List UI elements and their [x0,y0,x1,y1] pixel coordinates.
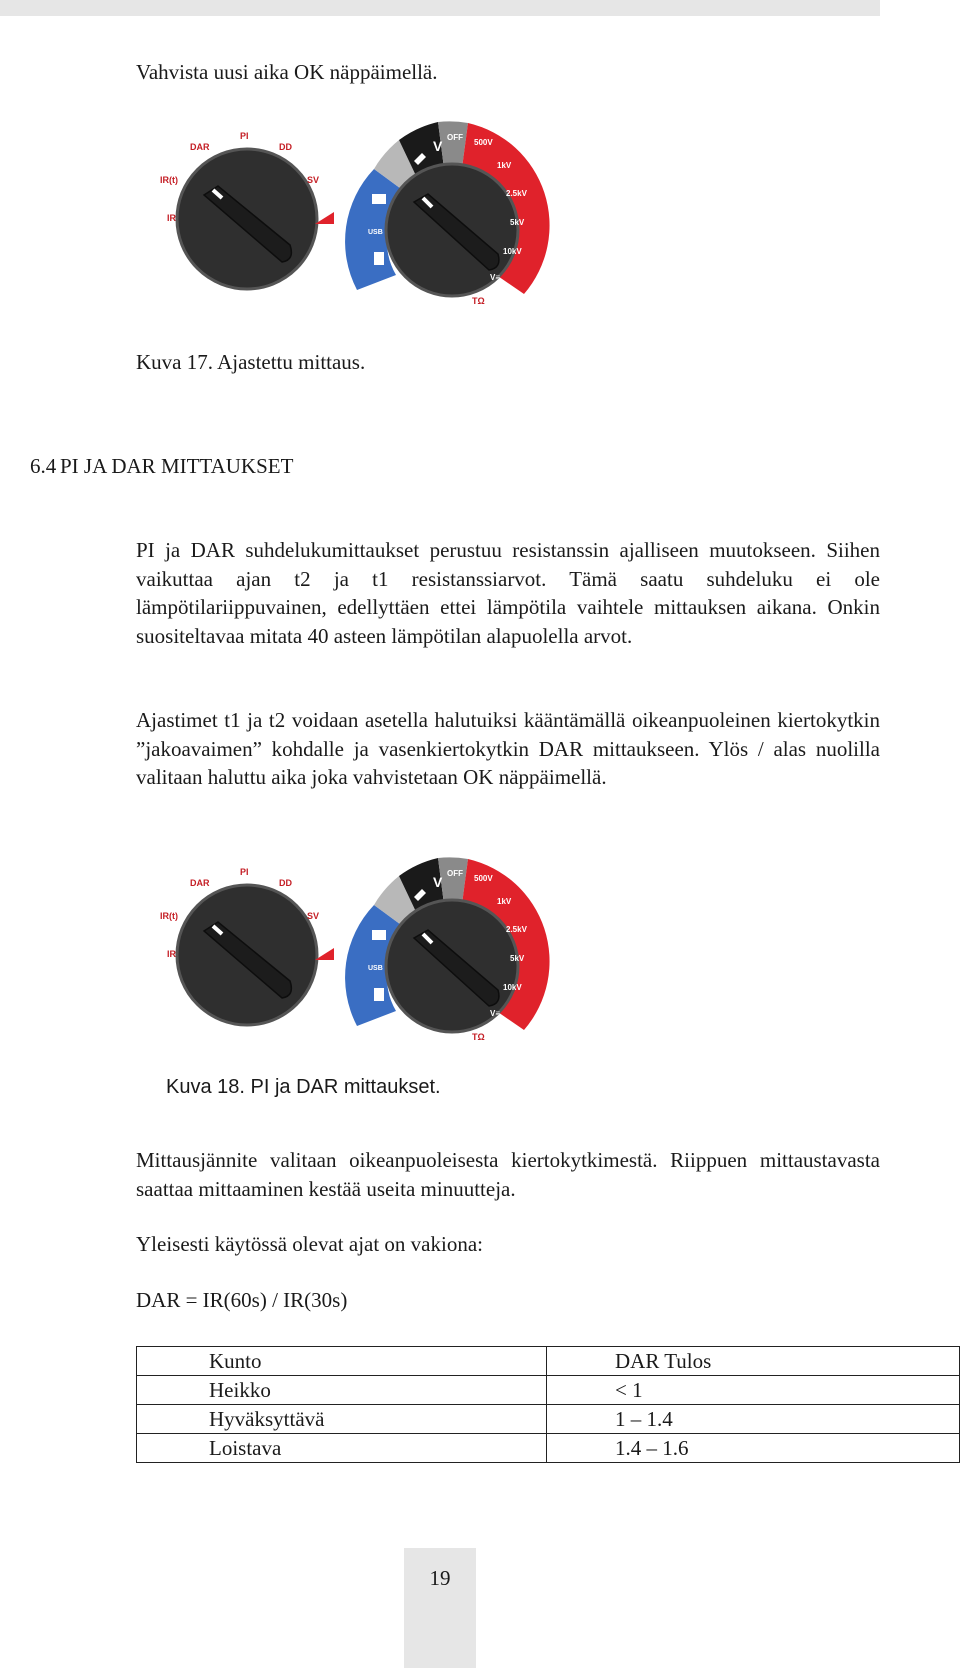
figure-17-switches [152,112,572,322]
section-title: PI JA DAR MITTAUKSET [60,454,294,478]
table-cell: 1 – 1.4 [547,1405,960,1434]
table-cell: < 1 [547,1376,960,1405]
table-header-row [137,1347,960,1376]
table-cell: Loistava [137,1434,547,1463]
table-row [137,1405,960,1434]
page-number-box [404,1548,476,1668]
paragraph-3: Mittausjännite valitaan oikeanpuoleisesta kiertokytkimestä. Riippuen mittaustavasta saattaa mittaaminen kestää useita minuutteja. [136,1148,880,1201]
table-header-cell: DAR Tulos [547,1347,960,1376]
paragraph-1: PI ja DAR suhdelukumittaukset perustuu resistanssin ajalliseen muutokseen. Siihen vaikuttaa ajan t2 ja t1 resistanssiarvot. Tämä saatu suhdeluku ei ole lämpötilariippuvainen, edellyttäen ettei lämpötila vaihtele mittauksen aikana. Onkin suositeltavaa mitata 40 asteen lämpötilan alapuolella arvot. [136,538,880,648]
table-row [137,1434,960,1463]
table-cell: Hyväksyttävä [137,1405,547,1434]
dar-table [136,1346,960,1463]
header-bar [0,0,880,16]
figure-18-switches [152,848,572,1058]
paragraph-4: Yleisesti käytössä olevat ajat on vakiona: [136,1232,483,1256]
table-cell: 1.4 – 1.6 [547,1434,960,1463]
figure-17-caption: Kuva 17. Ajastettu mittaus. [136,350,366,374]
page-number: 19 [429,1566,451,1590]
figure-18-caption: Kuva 18. PI ja DAR mittaukset. [166,1076,441,1098]
table-header-cell: Kunto [137,1347,547,1376]
table-row [137,1376,960,1405]
section-number: 6.4 [30,454,57,478]
paragraph-2: Ajastimet t1 ja t2 voidaan asetella halutuiksi kääntämällä oikeanpuoleinen kiertokytkin ”jakoavaimen” kohdalle ja vasenkiertokytkin DAR mittaukseen. Ylös / alas nuolilla valitaan haluttu aika joka vahvistetaan OK näppäimellä. [136,708,880,789]
table-cell: Heikko [137,1376,547,1405]
formula-line: DAR = IR(60s) / IR(30s) [136,1288,348,1312]
intro-line: Vahvista uusi aika OK näppäimellä. [136,60,438,84]
